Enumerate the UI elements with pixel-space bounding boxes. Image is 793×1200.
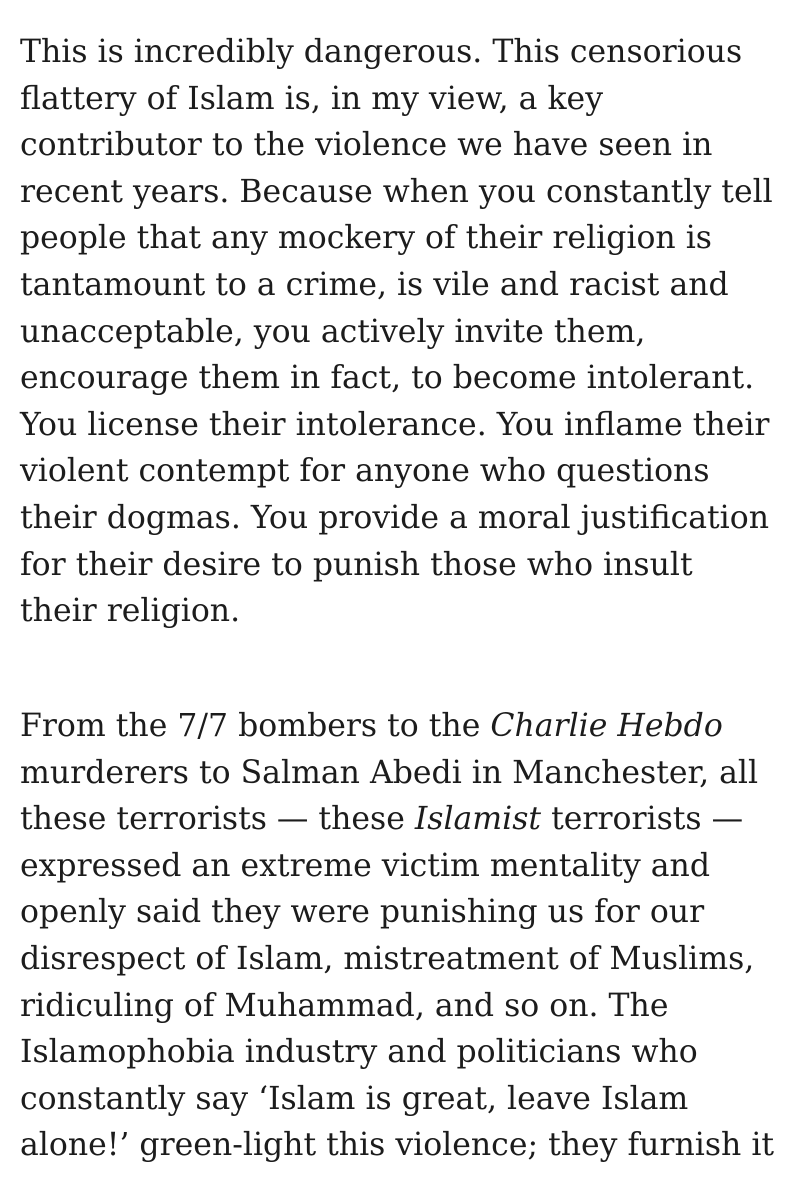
text-run: these terrorists — these [20,801,415,838]
text-line: recent years. Because when you constantly tell [20,173,773,210]
italic-title-charlie-hebdo: Charlie Hebdo [490,708,723,744]
text-line: openly said they were punishing us for our [20,894,705,931]
paragraph-1 [20,29,773,635]
text-line: flattery of Islam is, in my view, a key [20,80,603,117]
text-run: terrorists — [541,801,744,838]
paragraph-2 [20,703,774,1169]
text-line: disrespect of Islam, mistreatment of Muslims, [20,940,755,977]
text-line [20,796,774,843]
text-line: expressed an extreme victim mentality and [20,847,711,884]
text-line: contributor to the violence we have seen in [20,127,713,164]
text-line: their religion. [20,593,241,630]
text-line: their dogmas. You provide a moral justification [20,499,769,536]
text-line: for their desire to punish those who insult [20,546,693,583]
text-line: unacceptable, you actively invite them, [20,313,646,350]
text-run: From the 7/7 bombers to the [20,708,491,744]
text-line: constantly say ‘Islam is great, leave Islam [20,1080,689,1117]
text-line: ridiculing of Muhammad, and so on. The [20,987,669,1024]
text-line: Islamophobia industry and politicians who [20,1034,698,1071]
text-line: tantamount to a crime, is vile and racist and [20,266,729,303]
text-line: You license their intolerance. You inflame their [20,406,770,443]
text-line: This is incredibly dangerous. This censorious [20,34,743,70]
text-line: alone!’ green-light this violence; they furnish it [20,1127,775,1164]
text-line [20,703,774,750]
text-line: violent contempt for anyone who questions [20,453,710,490]
text-line: encourage them in fact, to become intolerant. [20,360,755,397]
text-line: murderers to Salman Abedi in Manchester, all [20,754,759,791]
italic-word-islamist: Islamist [414,801,542,838]
text-line: people that any mockery of their religion is [20,220,712,257]
